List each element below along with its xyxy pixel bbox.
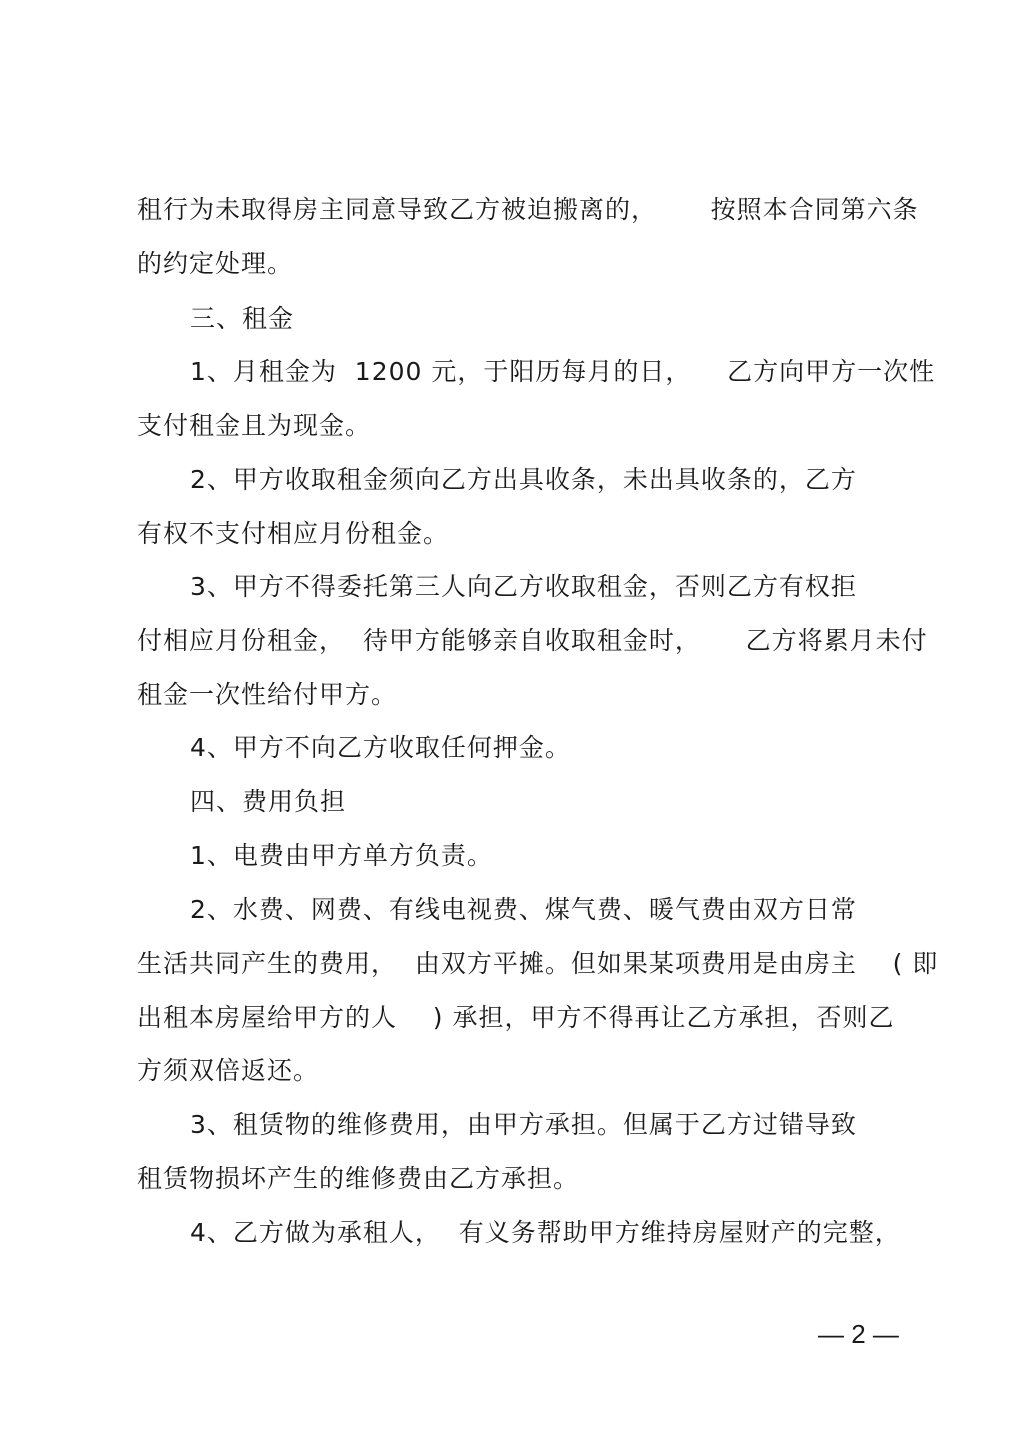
text-line: 租金一次性给付甲方。 xyxy=(137,680,398,709)
text-line: 4、甲方不向乙方收取任何押金。 xyxy=(190,733,571,762)
page-number: — 2 — xyxy=(818,1319,899,1349)
text-line: 租赁物损坏产生的维修费由乙方承担。 xyxy=(137,1164,580,1193)
text-line: 4、乙方做为承租人， 有义务帮助甲方维持房屋财产的完整， xyxy=(190,1218,901,1247)
text-line: 支付租金且为现金。 xyxy=(137,411,372,440)
text-line: 方须双倍返还。 xyxy=(137,1056,320,1085)
text-line: 生活共同产生的费用， 由双方平摊。但如果某项费用是由房主 ( 即 xyxy=(137,949,939,978)
text-line: 租行为未取得房主同意导致乙方被迫搬离的， 按照本合同第六条 xyxy=(137,195,919,224)
text-line: 1、月租金为 1200 元，于阳历每月的日， 乙方向甲方一次性 xyxy=(190,357,936,386)
text-line: 2、水费、网费、有线电视费、煤气费、暖气费由双方日常 xyxy=(190,895,857,924)
text-line: 有权不支付相应月份租金。 xyxy=(137,519,450,548)
text-line: 3、租赁物的维修费用，由甲方承担。但属于乙方过错导致 xyxy=(190,1110,857,1139)
text-line: 出租本房屋给甲方的人 ) 承担，甲方不得再让乙方承担，否则乙 xyxy=(137,1003,895,1032)
text-line: 2、甲方收取租金须向乙方出具收条，未出具收条的，乙方 xyxy=(190,465,857,494)
section-heading: 三、租金 xyxy=(190,304,295,333)
section-heading: 四、费用负担 xyxy=(190,787,347,816)
text-line: 1、电费由甲方单方负责。 xyxy=(190,841,493,870)
text-line: 付相应月份租金， 待甲方能够亲自收取租金时， 乙方将累月未付 xyxy=(137,626,928,655)
text-line: 3、甲方不得委托第三人向乙方收取租金，否则乙方有权拒 xyxy=(190,572,857,601)
text-line: 的约定处理。 xyxy=(137,249,294,278)
